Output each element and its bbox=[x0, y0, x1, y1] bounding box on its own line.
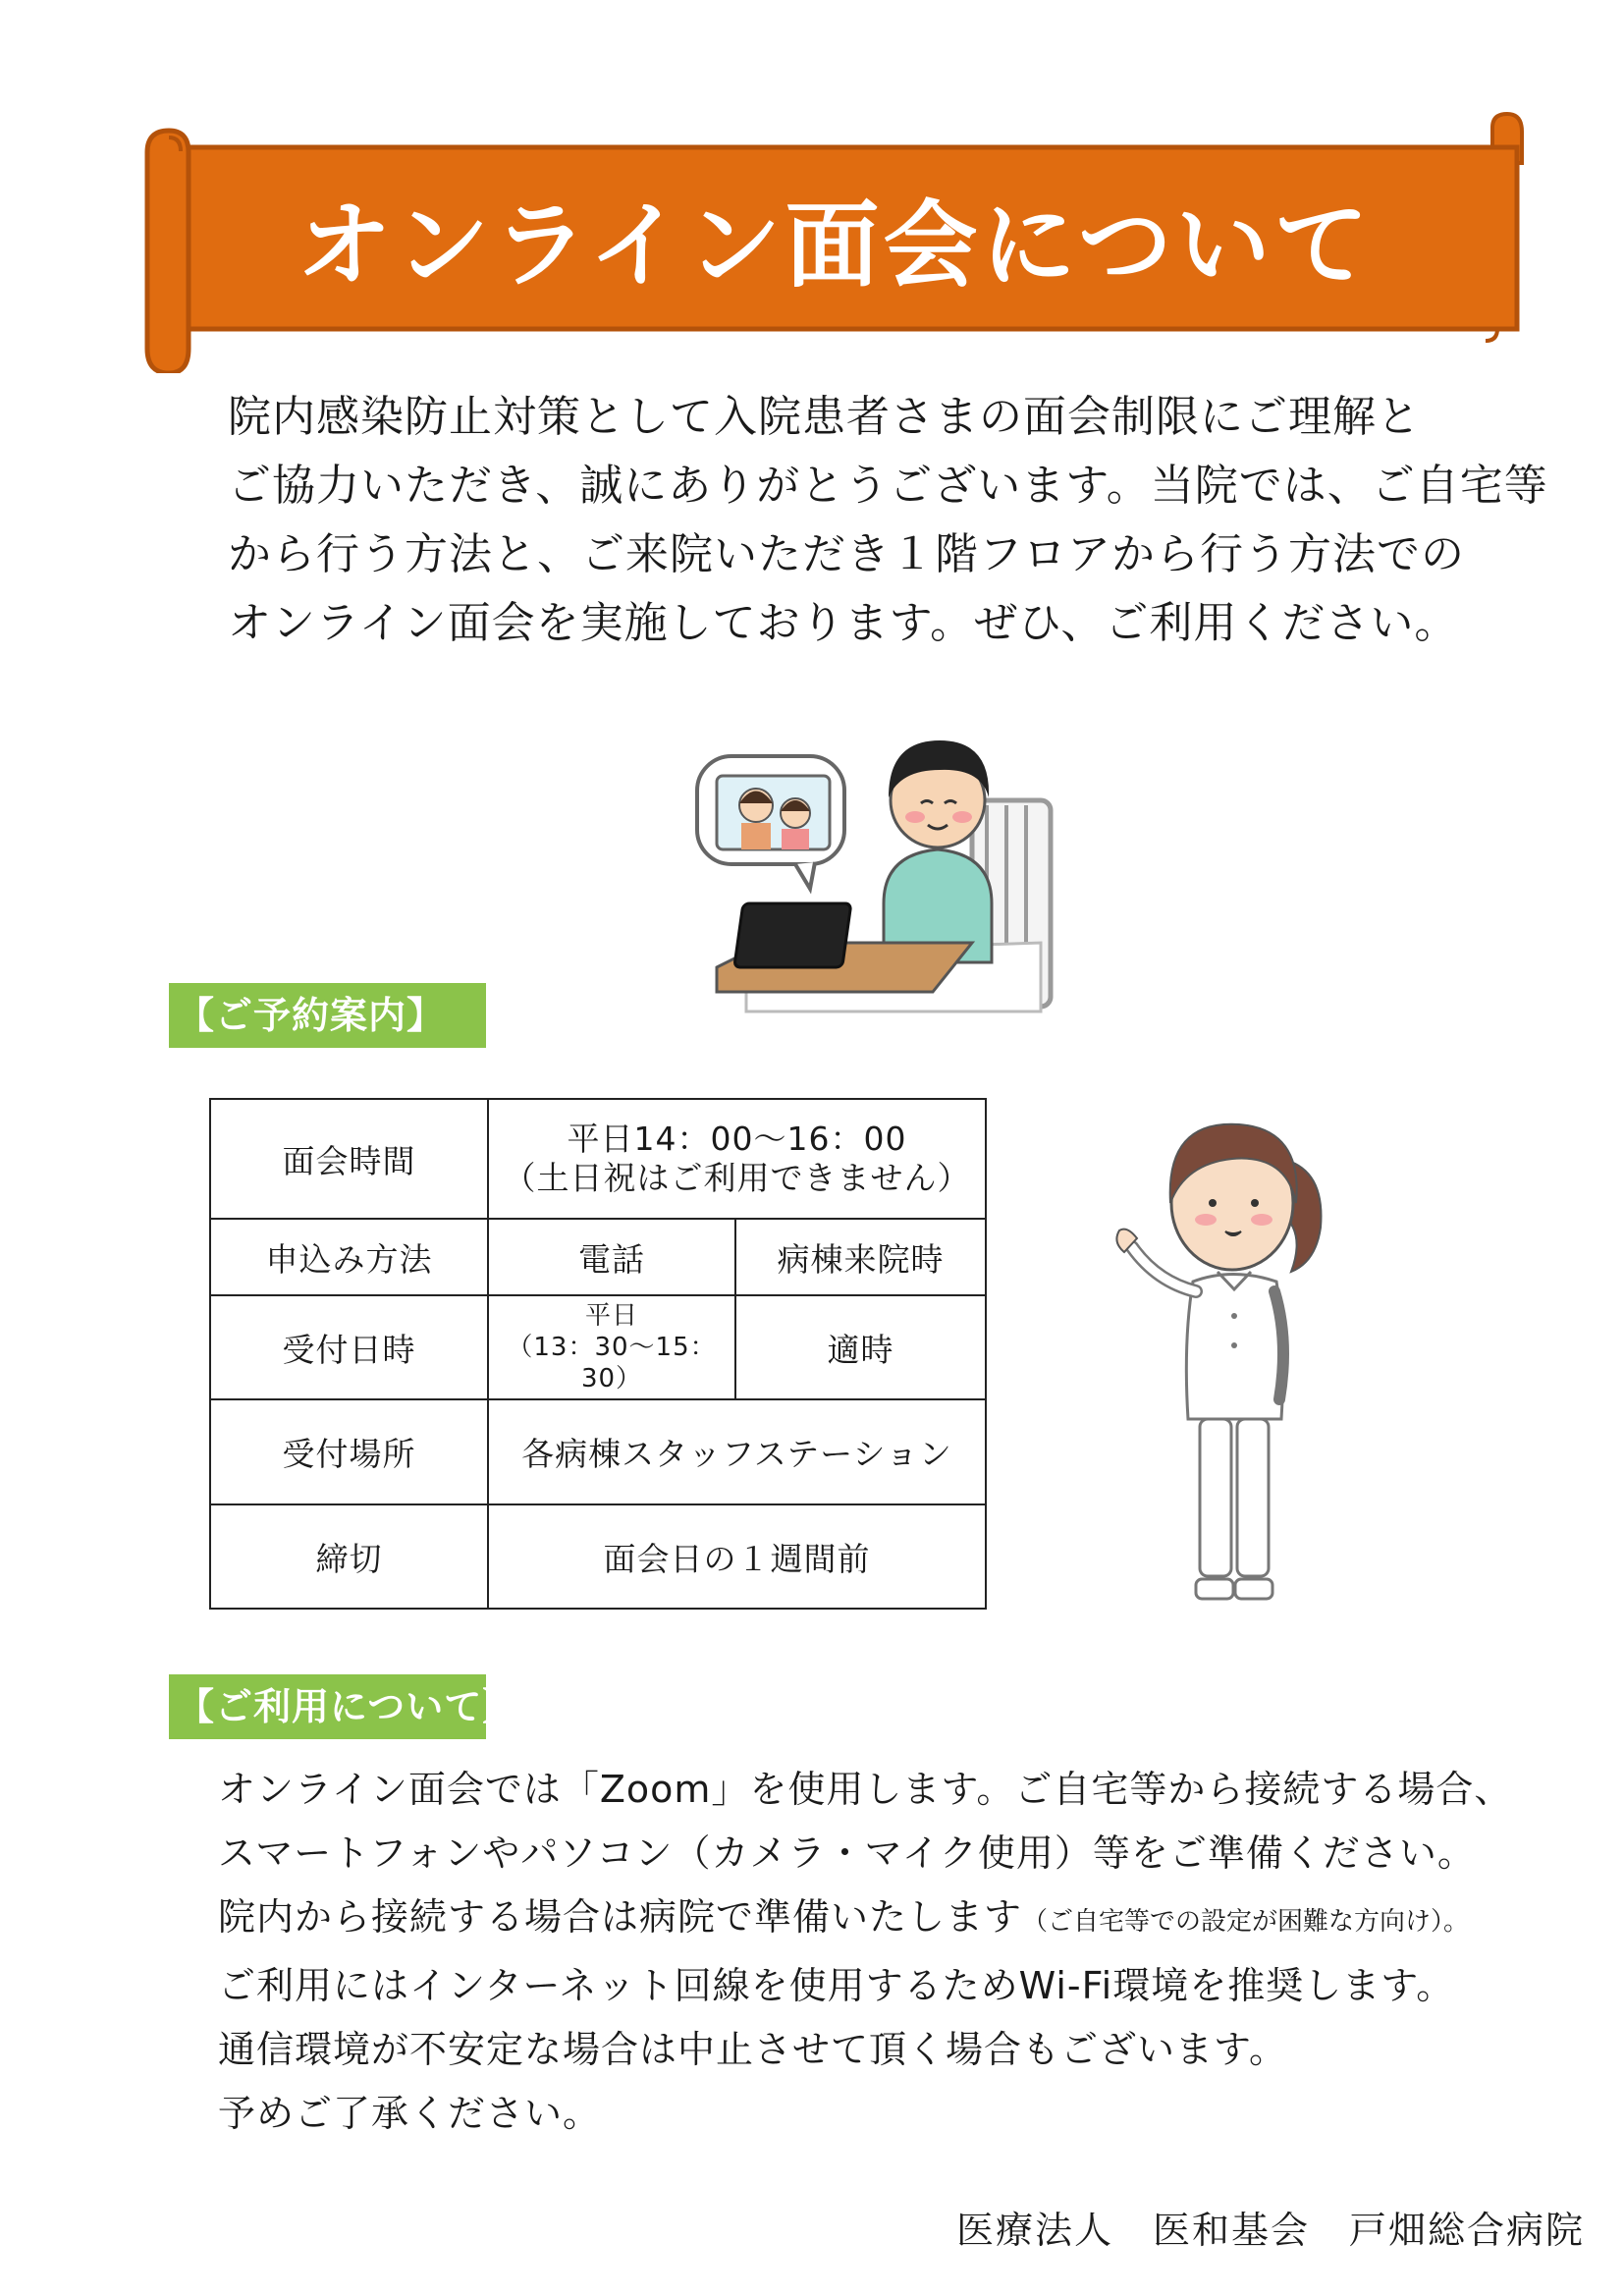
place-value: 各病棟スタッフステーション bbox=[488, 1399, 986, 1504]
usage-line: ご利用にはインターネット回線を使用するためWi-Fi環境を推奨します。 bbox=[218, 1964, 1455, 2007]
usage-line: 通信環境が不安定な場合は中止させて頂く場合もございます。 bbox=[218, 2028, 1287, 2071]
usage-line-main: 院内から接続する場合は病院で準備いたします bbox=[218, 1895, 1023, 1939]
usage-line: スマートフォンやパソコン（カメラ・マイク使用）等をご準備ください。 bbox=[218, 1831, 1476, 1875]
method-label: 申込み方法 bbox=[210, 1219, 488, 1295]
reservation-section-label: 【ご予約案内】 bbox=[169, 983, 486, 1048]
method-phone: 電話 bbox=[488, 1219, 735, 1295]
table-row bbox=[210, 1219, 986, 1295]
hours-note: （土日祝はご利用できません） bbox=[503, 1159, 971, 1197]
intro-line: 院内感染防止対策として入院患者さまの面会制限にご理解と bbox=[228, 392, 1421, 442]
deadline-value: 面会日の１週間前 bbox=[488, 1504, 986, 1609]
intro-text bbox=[228, 383, 1563, 658]
reception-phone-hours: （13：30～15：30） bbox=[507, 1333, 717, 1394]
usage-section-label: 【ご利用について】 bbox=[169, 1674, 486, 1739]
reservation-table bbox=[209, 1098, 987, 1610]
table-row bbox=[210, 1504, 986, 1609]
nurse-illustration bbox=[1100, 1110, 1365, 1620]
deadline-label: 締切 bbox=[210, 1504, 488, 1609]
page-title: オンライン面会について bbox=[297, 191, 1373, 301]
table-row bbox=[210, 1099, 986, 1219]
method-visit: 病棟来院時 bbox=[735, 1219, 986, 1295]
reception-phone bbox=[488, 1295, 735, 1399]
reception-label: 受付日時 bbox=[210, 1295, 488, 1399]
hours-label: 面会時間 bbox=[210, 1099, 488, 1219]
hospital-name: 医療法人 医和基会 戸畑総合病院 bbox=[955, 2209, 1585, 2252]
patient-video-call-illustration bbox=[687, 707, 1080, 1021]
table-row bbox=[210, 1399, 986, 1504]
intro-line: ご協力いただき、誠にありがとうございます。当院では、ご自宅等 bbox=[228, 461, 1548, 511]
hours-weekday: 平日14：00～16：00 bbox=[567, 1120, 907, 1158]
usage-line-note: （ご自宅等での設定が困難な方向け）。 bbox=[1022, 1907, 1470, 1937]
table-row bbox=[210, 1295, 986, 1399]
intro-line: から行う方法と、ご来院いただき１階フロアから行う方法での bbox=[228, 529, 1465, 579]
reception-phone-days: 平日 bbox=[584, 1301, 638, 1331]
usage-line: オンライン面会では「Zoom」を使用します。ご自宅等から接続する場合、 bbox=[218, 1768, 1513, 1811]
usage-text bbox=[218, 1758, 1573, 2146]
usage-line bbox=[218, 1886, 1573, 1954]
hours-value bbox=[488, 1099, 986, 1219]
intro-line: オンライン面会を実施しております。ぜひ、ご利用ください。 bbox=[228, 598, 1459, 648]
reception-visit: 適時 bbox=[735, 1295, 986, 1399]
place-label: 受付場所 bbox=[210, 1399, 488, 1504]
usage-line: 予めご了承ください。 bbox=[218, 2092, 602, 2135]
